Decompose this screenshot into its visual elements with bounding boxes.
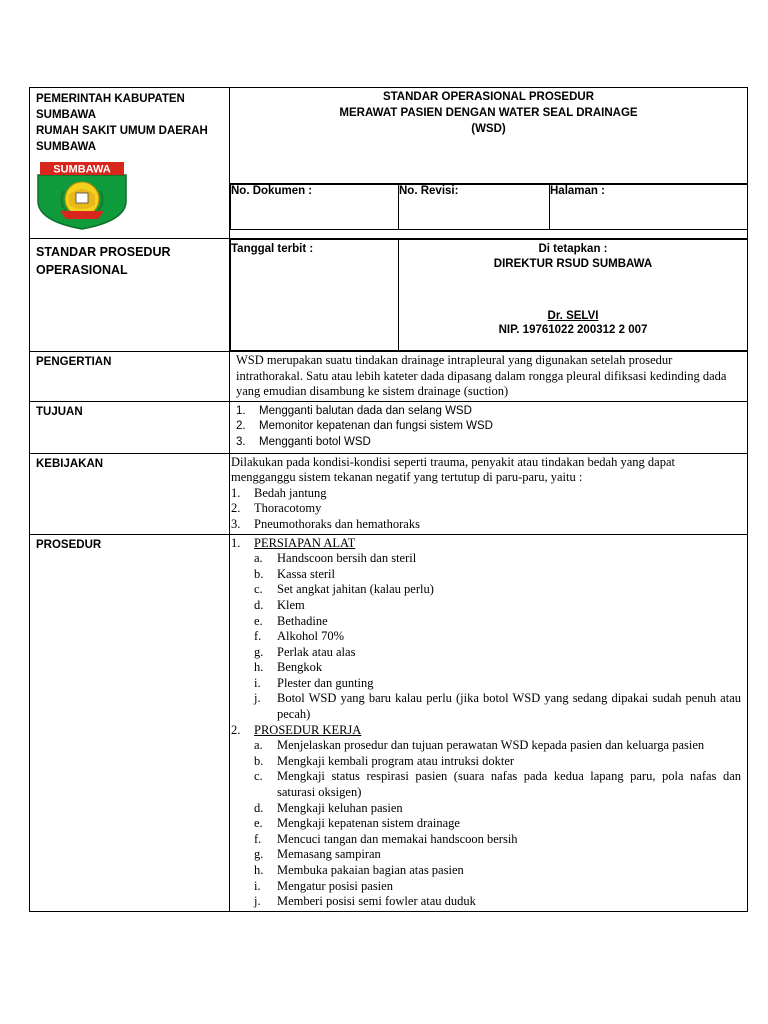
list-item: d. Klem <box>254 597 305 612</box>
sop-info-cell <box>230 239 748 352</box>
pengertian-label: PENGERTIAN <box>36 356 112 368</box>
list-item: 3. Pneumothoraks dan hemathoraks <box>231 516 420 531</box>
section-prosedur-kerja: 2. PROSEDUR KERJA a. Menjelaskan prosedur dan tujuan perawatan WSD kepada pasien dan keluarga pasien b. Mengkaji kembali program atau intruksi dokter c. Mengkaji status respirasi pasien (suara nafas pada kedua lapang paru, pola nafas dan saturasi oksigen) d. Mengkaji keluhan pasien e. Mengkaji kepatenan sistem drainage f. Mencuci tangan dan memakai handscoon bersih g. Memasang sampiran h. Membuka pakaian bagian atas pasien i. Mengatur posisi pasien j. Memberi posisi semi fowler atau duduk <box>231 722 741 909</box>
section-persiapan-alat: 1. PERSIAPAN ALAT a. Handscoon bersih dan steril b. Kassa steril c. Set angkat jahitan (kalau perlu) d. Klem e. Bethadine f. Alkohol 70% g. Perlak atau alas h. Bengkok i. Plester dan gunting j. Botol WSD yang baru kalau perlu (jika botol WSD yang sedang dipakai sudah penuh atau pecah) <box>231 535 741 722</box>
tujuan-content-cell <box>230 401 748 453</box>
kebijakan-content-cell <box>230 453 748 534</box>
list-item: b. Mengkaji kembali program atau intruksi dokter <box>254 753 515 768</box>
section-title: PERSIAPAN ALAT <box>254 535 356 550</box>
pengertian-text: WSD merupakan suatu tindakan drainage intrapleural yang digunakan setelah prosedur intrathorakal. Satu atau lebih kateter dada dipasang dalam rongga pleural difiksasi kedinding dada yang emudian disambung ke sistem drainage (suction) <box>236 353 727 399</box>
list-item: c. Mengkaji status respirasi pasien (suara nafas pada kedua lapang paru, pola nafas dan saturasi oksigen) <box>254 769 741 800</box>
list-item: h. Membuka pakaian bagian atas pasien <box>254 863 464 877</box>
header-org-cell <box>30 88 230 239</box>
kebijakan-label-cell <box>30 453 230 534</box>
sop-label-line-1: STANDAR PROSEDUR <box>36 245 171 259</box>
list-item: 2. Memonitor kepatenan dan fungsi sistem WSD <box>236 420 493 433</box>
doc-info-cell <box>230 183 748 238</box>
list-item: j. Memberi posisi semi fowler atau duduk <box>254 894 476 909</box>
tujuan-label: TUJUAN <box>36 405 83 418</box>
list-item: j. Botol WSD yang baru kalau perlu (jika botol WSD yang sedang dipakai sudah penuh atau pecah) <box>254 691 741 722</box>
prosedur-label-cell <box>30 534 230 911</box>
direktur-label: DIREKTUR RSUD SUMBAWA <box>493 258 653 270</box>
prosedur-content-cell <box>230 534 748 911</box>
list-item: i. Plester dan gunting <box>254 675 374 690</box>
list-item: 1. Mengganti balutan dada dan selang WSD <box>236 404 472 417</box>
section-title: PROSEDUR KERJA <box>254 722 362 737</box>
list-item: 2. Thoracotomy <box>231 501 322 516</box>
doc-info-table <box>230 184 747 230</box>
list-item: c. Set angkat jahitan (kalau perlu) <box>254 582 434 597</box>
org-line-2: SUMBAWA <box>36 109 97 121</box>
list-item: i. Mengatur posisi pasien <box>254 878 393 893</box>
title-line-2: MERAWAT PASIEN DENGAN WATER SEAL DRAINAGE <box>339 107 638 119</box>
sop-document-table <box>29 87 748 912</box>
org-line-1: PEMERINTAH KABUPATEN <box>36 93 185 105</box>
org-line-4: SUMBAWA <box>36 141 97 153</box>
signature-block <box>399 310 747 336</box>
doctor-name: Dr. SELVI <box>547 310 599 322</box>
list-item: f. Alkohol 70% <box>254 629 345 644</box>
doctor-nip: NIP. 19761022 200312 2 007 <box>498 324 648 336</box>
sumbawa-logo <box>30 157 229 238</box>
no-revisi: No. Revisi: <box>399 184 550 229</box>
kebijakan-list <box>231 486 742 533</box>
title-line-1: STANDAR OPERASIONAL PROSEDUR <box>382 91 595 103</box>
kebijakan-intro: Dilakukan pada kondisi-kondisi seperti trauma, penyakit atau tindakan bedah yang dapat mengganggu sistem tekanan negatif yang tertutup di paru-paru, yaitu : <box>231 454 675 485</box>
list-item: a. Handscoon bersih dan steril <box>254 551 417 566</box>
list-item: e. Bethadine <box>254 613 328 628</box>
list-item: 1. Bedah jantung <box>231 485 327 500</box>
sop-label-line-2: OPERASIONAL <box>36 263 128 277</box>
prosedur-label: PROSEDUR <box>36 538 102 551</box>
no-dokumen: No. Dokumen : <box>231 184 399 229</box>
sop-label <box>30 239 229 283</box>
header-title-cell <box>230 88 748 184</box>
title-line-3: (WSD) <box>471 123 506 135</box>
tujuan-list <box>236 404 742 451</box>
prosedur-sections <box>231 536 741 910</box>
list-item: b. Kassa steril <box>254 566 335 581</box>
list-item: 3. Mengganti botol WSD <box>236 435 371 448</box>
list-item: a. Menjelaskan prosedur dan tujuan perawatan WSD kepada pasien dan keluarga pasien <box>254 738 705 753</box>
list-item: g. Perlak atau alas <box>254 644 356 659</box>
kebijakan-label: KEBIJAKAN <box>36 457 104 470</box>
logo-text: SUMBAWA <box>53 163 111 176</box>
list-item: e. Mengkaji kepatenan sistem drainage <box>254 816 460 831</box>
halaman: Halaman : <box>550 184 748 229</box>
tujuan-label-cell <box>30 401 230 453</box>
ditetapkan-label: Di tetapkan : <box>538 243 608 255</box>
org-name <box>30 88 229 157</box>
persiapan-alat-list <box>231 551 741 723</box>
list-item: h. Bengkok <box>254 660 323 675</box>
pengertian-content-cell <box>230 352 748 402</box>
tanggal-terbit: Tanggal terbit : <box>231 240 399 351</box>
sop-label-cell <box>30 239 230 352</box>
org-line-3: RUMAH SAKIT UMUM DAERAH <box>36 125 208 137</box>
list-item: g. Memasang sampiran <box>254 847 381 862</box>
penetapan <box>399 240 748 351</box>
prosedur-kerja-list <box>231 738 741 910</box>
sop-title <box>230 88 747 137</box>
list-item: d. Mengkaji keluhan pasien <box>254 800 403 815</box>
pengertian-label-cell <box>30 352 230 402</box>
list-item: f. Mencuci tangan dan memakai handscoon bersih <box>254 831 518 846</box>
sop-info-table <box>230 239 747 351</box>
